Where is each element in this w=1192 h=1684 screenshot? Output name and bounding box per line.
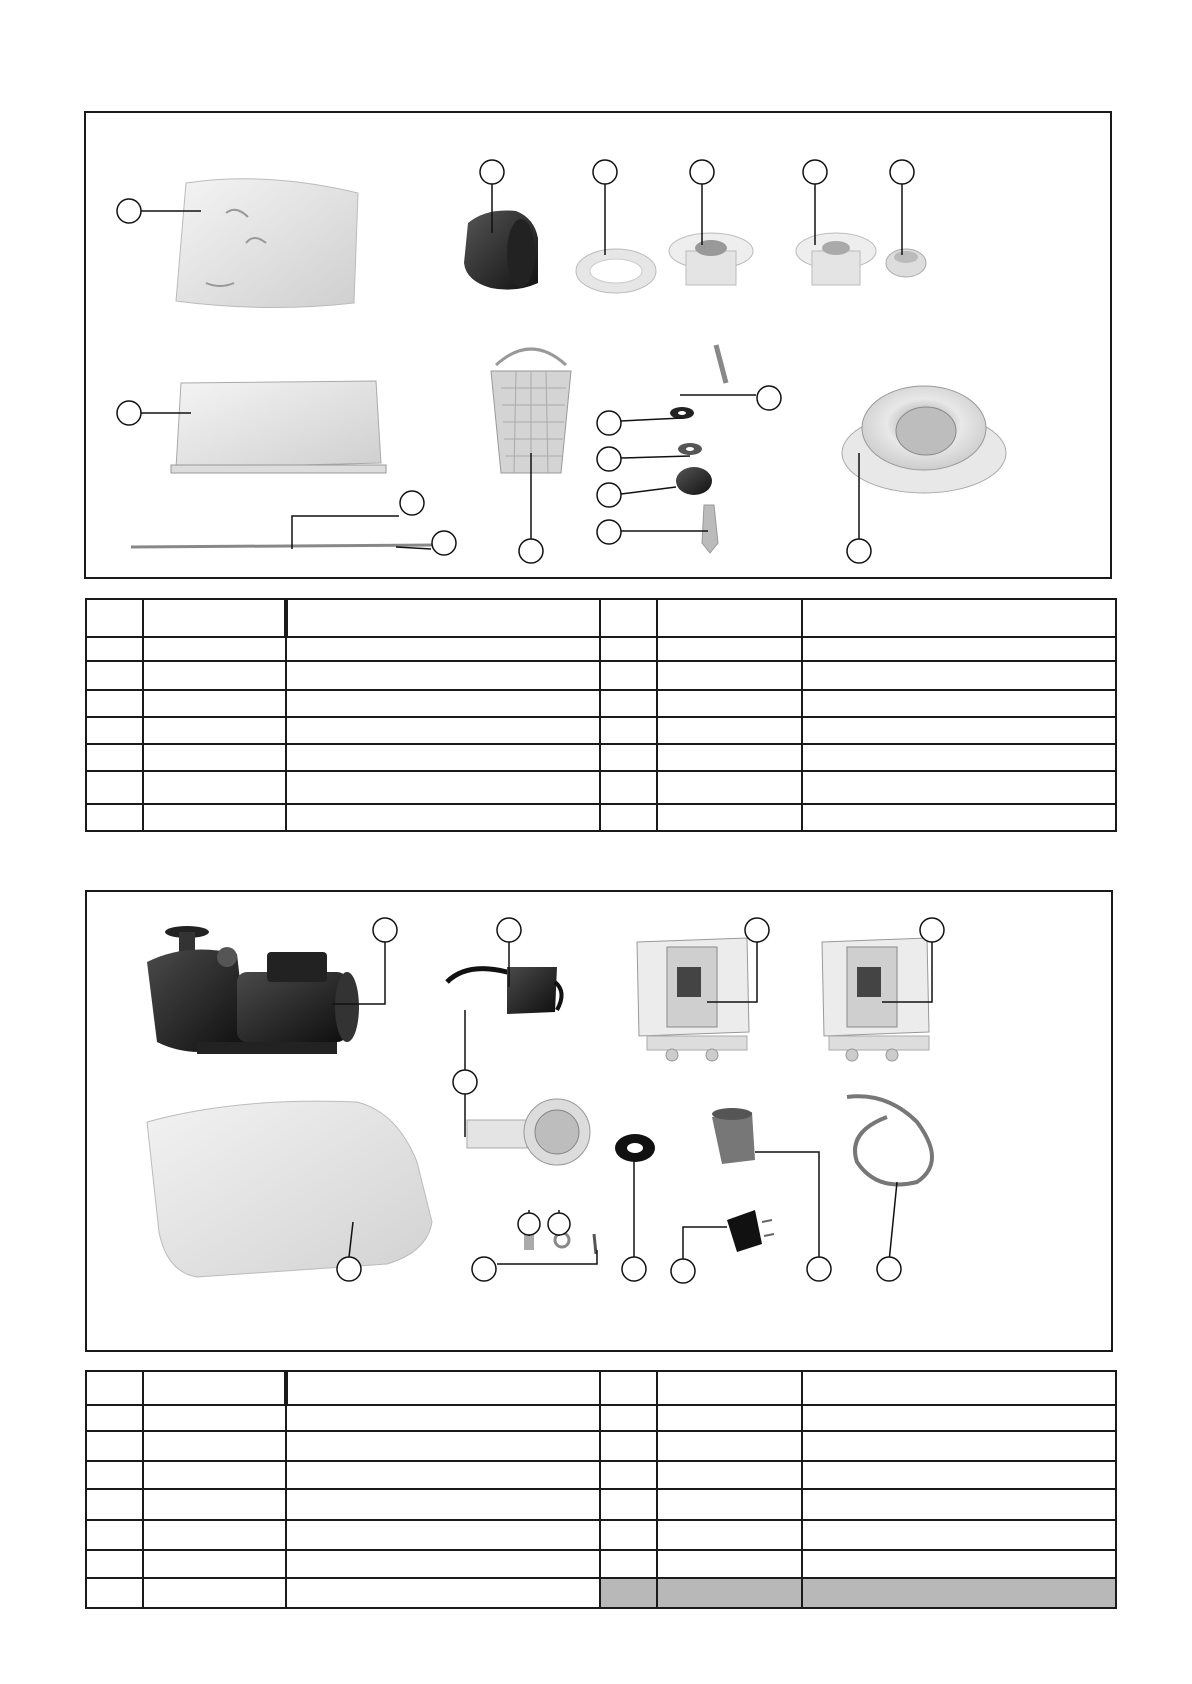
- table-row: [86, 637, 1116, 662]
- table-cell: [802, 1489, 1116, 1519]
- table-cell: [86, 1405, 143, 1431]
- table-cell: [143, 804, 286, 831]
- table-cell: [802, 1520, 1116, 1550]
- table-cell: [286, 1489, 600, 1519]
- table-cell: [657, 661, 802, 690]
- callout-marker: [593, 160, 617, 184]
- table-cell: [286, 1461, 600, 1489]
- table-cell: [600, 1461, 657, 1489]
- callout-marker: [807, 1257, 831, 1281]
- skimmer-flap-image: [171, 381, 386, 473]
- table-cell: [86, 1550, 143, 1578]
- callout-marker: [519, 539, 543, 563]
- table-cell: [600, 1371, 657, 1405]
- table-row: [86, 1578, 1116, 1608]
- table-cell: [802, 1550, 1116, 1578]
- control-box-image: [637, 938, 749, 1061]
- parts-figure-1-drawing: [86, 113, 1114, 581]
- table-cell: [286, 1405, 600, 1431]
- callout-marker: [453, 1070, 477, 1094]
- table-cell: [143, 1489, 286, 1519]
- parts-table-1: [85, 598, 1117, 832]
- table-cell: [143, 1431, 286, 1461]
- table-row: [86, 1520, 1116, 1550]
- rubber-plug-image: [676, 467, 712, 495]
- table-cell: [802, 637, 1116, 662]
- callout-marker: [803, 160, 827, 184]
- hose-image: [847, 1096, 932, 1184]
- callout-marker: [847, 539, 871, 563]
- bushing-image: [524, 1234, 534, 1250]
- table-cell: [600, 599, 657, 637]
- table-cell: [86, 717, 143, 744]
- washer-image: [678, 443, 702, 455]
- table-cell: [86, 637, 143, 662]
- transformer-image: [447, 967, 562, 1014]
- table-cell: [657, 744, 802, 771]
- skimmer-lid-image: [176, 179, 358, 308]
- table-row: [86, 1405, 1116, 1431]
- callout-marker: [117, 401, 141, 425]
- table-cell: [286, 717, 600, 744]
- table-cell: [802, 690, 1116, 717]
- callout-marker: [597, 483, 621, 507]
- table-cell: [657, 1550, 802, 1578]
- table-cell: [600, 661, 657, 690]
- table-cell: [657, 1461, 802, 1489]
- table-cell: [286, 637, 600, 662]
- callout-marker: [597, 447, 621, 471]
- table-cell: [86, 744, 143, 771]
- table-row: [86, 771, 1116, 804]
- table-cell: [802, 1405, 1116, 1431]
- table-cell: [657, 771, 802, 804]
- table-cell: [600, 637, 657, 662]
- rod-image: [131, 545, 436, 547]
- gasket-ring-image: [576, 249, 656, 293]
- table-header-row: [86, 599, 1116, 637]
- callout-marker: [671, 1259, 695, 1283]
- table-cell: [86, 661, 143, 690]
- rubber-ring-image: [615, 1134, 655, 1162]
- callout-marker: [472, 1257, 496, 1281]
- table-cell: [600, 771, 657, 804]
- table-cell: [600, 804, 657, 831]
- table-cell: [86, 1489, 143, 1519]
- table-cell: [802, 1461, 1116, 1489]
- table-cell: [143, 744, 286, 771]
- skimmer-cover-image: [147, 1101, 432, 1277]
- table-cell-shaded: [657, 1578, 802, 1608]
- table-header-row: [86, 1371, 1116, 1405]
- table-cell: [657, 637, 802, 662]
- table-cell: [802, 599, 1116, 637]
- table-cell-shaded: [600, 1578, 657, 1608]
- table-row: [86, 1550, 1116, 1578]
- parts-figure-2-drawing: [87, 892, 1115, 1354]
- callout-marker: [117, 199, 141, 223]
- lamp-cap-image: [712, 1108, 755, 1164]
- table-cell: [143, 1371, 286, 1405]
- callout-marker: [877, 1257, 901, 1281]
- callout-marker: [890, 160, 914, 184]
- table-cell: [286, 599, 600, 637]
- table-row: [86, 1431, 1116, 1461]
- table-cell: [657, 1489, 802, 1519]
- table-cell: [86, 1461, 143, 1489]
- cap-image: [886, 249, 926, 277]
- table-cell: [143, 1405, 286, 1431]
- callout-marker: [745, 918, 769, 942]
- callout-marker: [497, 918, 521, 942]
- table-cell: [657, 1371, 802, 1405]
- table-cell: [286, 1550, 600, 1578]
- table-cell: [143, 1550, 286, 1578]
- table-cell: [600, 1405, 657, 1431]
- table-cell: [143, 1520, 286, 1550]
- table-cell: [286, 661, 600, 690]
- table-cell: [86, 1520, 143, 1550]
- table-cell: [600, 717, 657, 744]
- table-cell: [657, 1431, 802, 1461]
- table-cell: [86, 771, 143, 804]
- table-cell: [657, 804, 802, 831]
- table-row: [86, 804, 1116, 831]
- table-cell: [286, 1578, 600, 1608]
- table-cell: [286, 771, 600, 804]
- table-cell: [143, 690, 286, 717]
- plug-image: [727, 1210, 774, 1252]
- table-cell: [657, 717, 802, 744]
- table-cell: [657, 1405, 802, 1431]
- callout-marker: [548, 1213, 570, 1235]
- table-cell: [143, 1461, 286, 1489]
- table-cell: [600, 1520, 657, 1550]
- parts-table-2: [85, 1370, 1117, 1609]
- callout-marker: [337, 1257, 361, 1281]
- callout-marker: [920, 918, 944, 942]
- table-row: [86, 1489, 1116, 1519]
- table-cell: [86, 1371, 143, 1405]
- pump-image: [147, 926, 359, 1054]
- parts-figure-1: [84, 111, 1112, 579]
- rubber-seal-image: [464, 211, 538, 290]
- table-cell: [600, 690, 657, 717]
- table-cell: [600, 1550, 657, 1578]
- table-cell: [600, 1489, 657, 1519]
- pin-image: [594, 1234, 596, 1254]
- callout-marker: [597, 520, 621, 544]
- table-row: [86, 661, 1116, 690]
- callout-marker: [757, 386, 781, 410]
- callout-marker: [373, 918, 397, 942]
- callout-marker: [480, 160, 504, 184]
- table-cell: [802, 1431, 1116, 1461]
- callout-marker: [400, 491, 424, 515]
- table-cell: [657, 1520, 802, 1550]
- table-cell: [802, 744, 1116, 771]
- table-cell: [143, 1578, 286, 1608]
- callout-marker: [518, 1213, 540, 1235]
- table-cell: [600, 1431, 657, 1461]
- callout-marker: [622, 1257, 646, 1281]
- table-cell: [143, 637, 286, 662]
- table-cell: [286, 1520, 600, 1550]
- table-cell: [802, 661, 1116, 690]
- inlet-fitting-image: [669, 233, 753, 285]
- underwater-light-image: [842, 386, 1006, 493]
- table-row: [86, 717, 1116, 744]
- table-row: [86, 690, 1116, 717]
- table-cell: [86, 690, 143, 717]
- table-row: [86, 744, 1116, 771]
- table-cell: [802, 717, 1116, 744]
- control-box-image: [822, 938, 929, 1061]
- inlet-fitting-image: [796, 233, 876, 285]
- table-cell: [86, 1431, 143, 1461]
- table-cell: [286, 1431, 600, 1461]
- table-cell: [286, 804, 600, 831]
- parts-figure-2: [85, 890, 1113, 1352]
- table-cell: [657, 690, 802, 717]
- table-cell: [86, 1578, 143, 1608]
- table-cell-shaded: [802, 1578, 1116, 1608]
- table-cell: [86, 804, 143, 831]
- callout-marker: [432, 531, 456, 555]
- screw-image: [716, 345, 726, 383]
- table-cell: [143, 771, 286, 804]
- table-cell: [286, 1371, 600, 1405]
- anchor-bolt-image: [702, 505, 718, 553]
- table-cell: [86, 599, 143, 637]
- table-cell: [802, 771, 1116, 804]
- table-cell: [657, 599, 802, 637]
- table-cell: [802, 804, 1116, 831]
- callout-marker: [690, 160, 714, 184]
- table-cell: [600, 744, 657, 771]
- table-cell: [286, 744, 600, 771]
- callout-marker: [597, 411, 621, 435]
- table-cell: [802, 1371, 1116, 1405]
- table-cell: [143, 661, 286, 690]
- washer-image: [670, 407, 694, 419]
- table-cell: [286, 690, 600, 717]
- table-row: [86, 1461, 1116, 1489]
- suction-fitting-image: [467, 1099, 590, 1165]
- table-cell: [143, 717, 286, 744]
- table-cell: [143, 599, 286, 637]
